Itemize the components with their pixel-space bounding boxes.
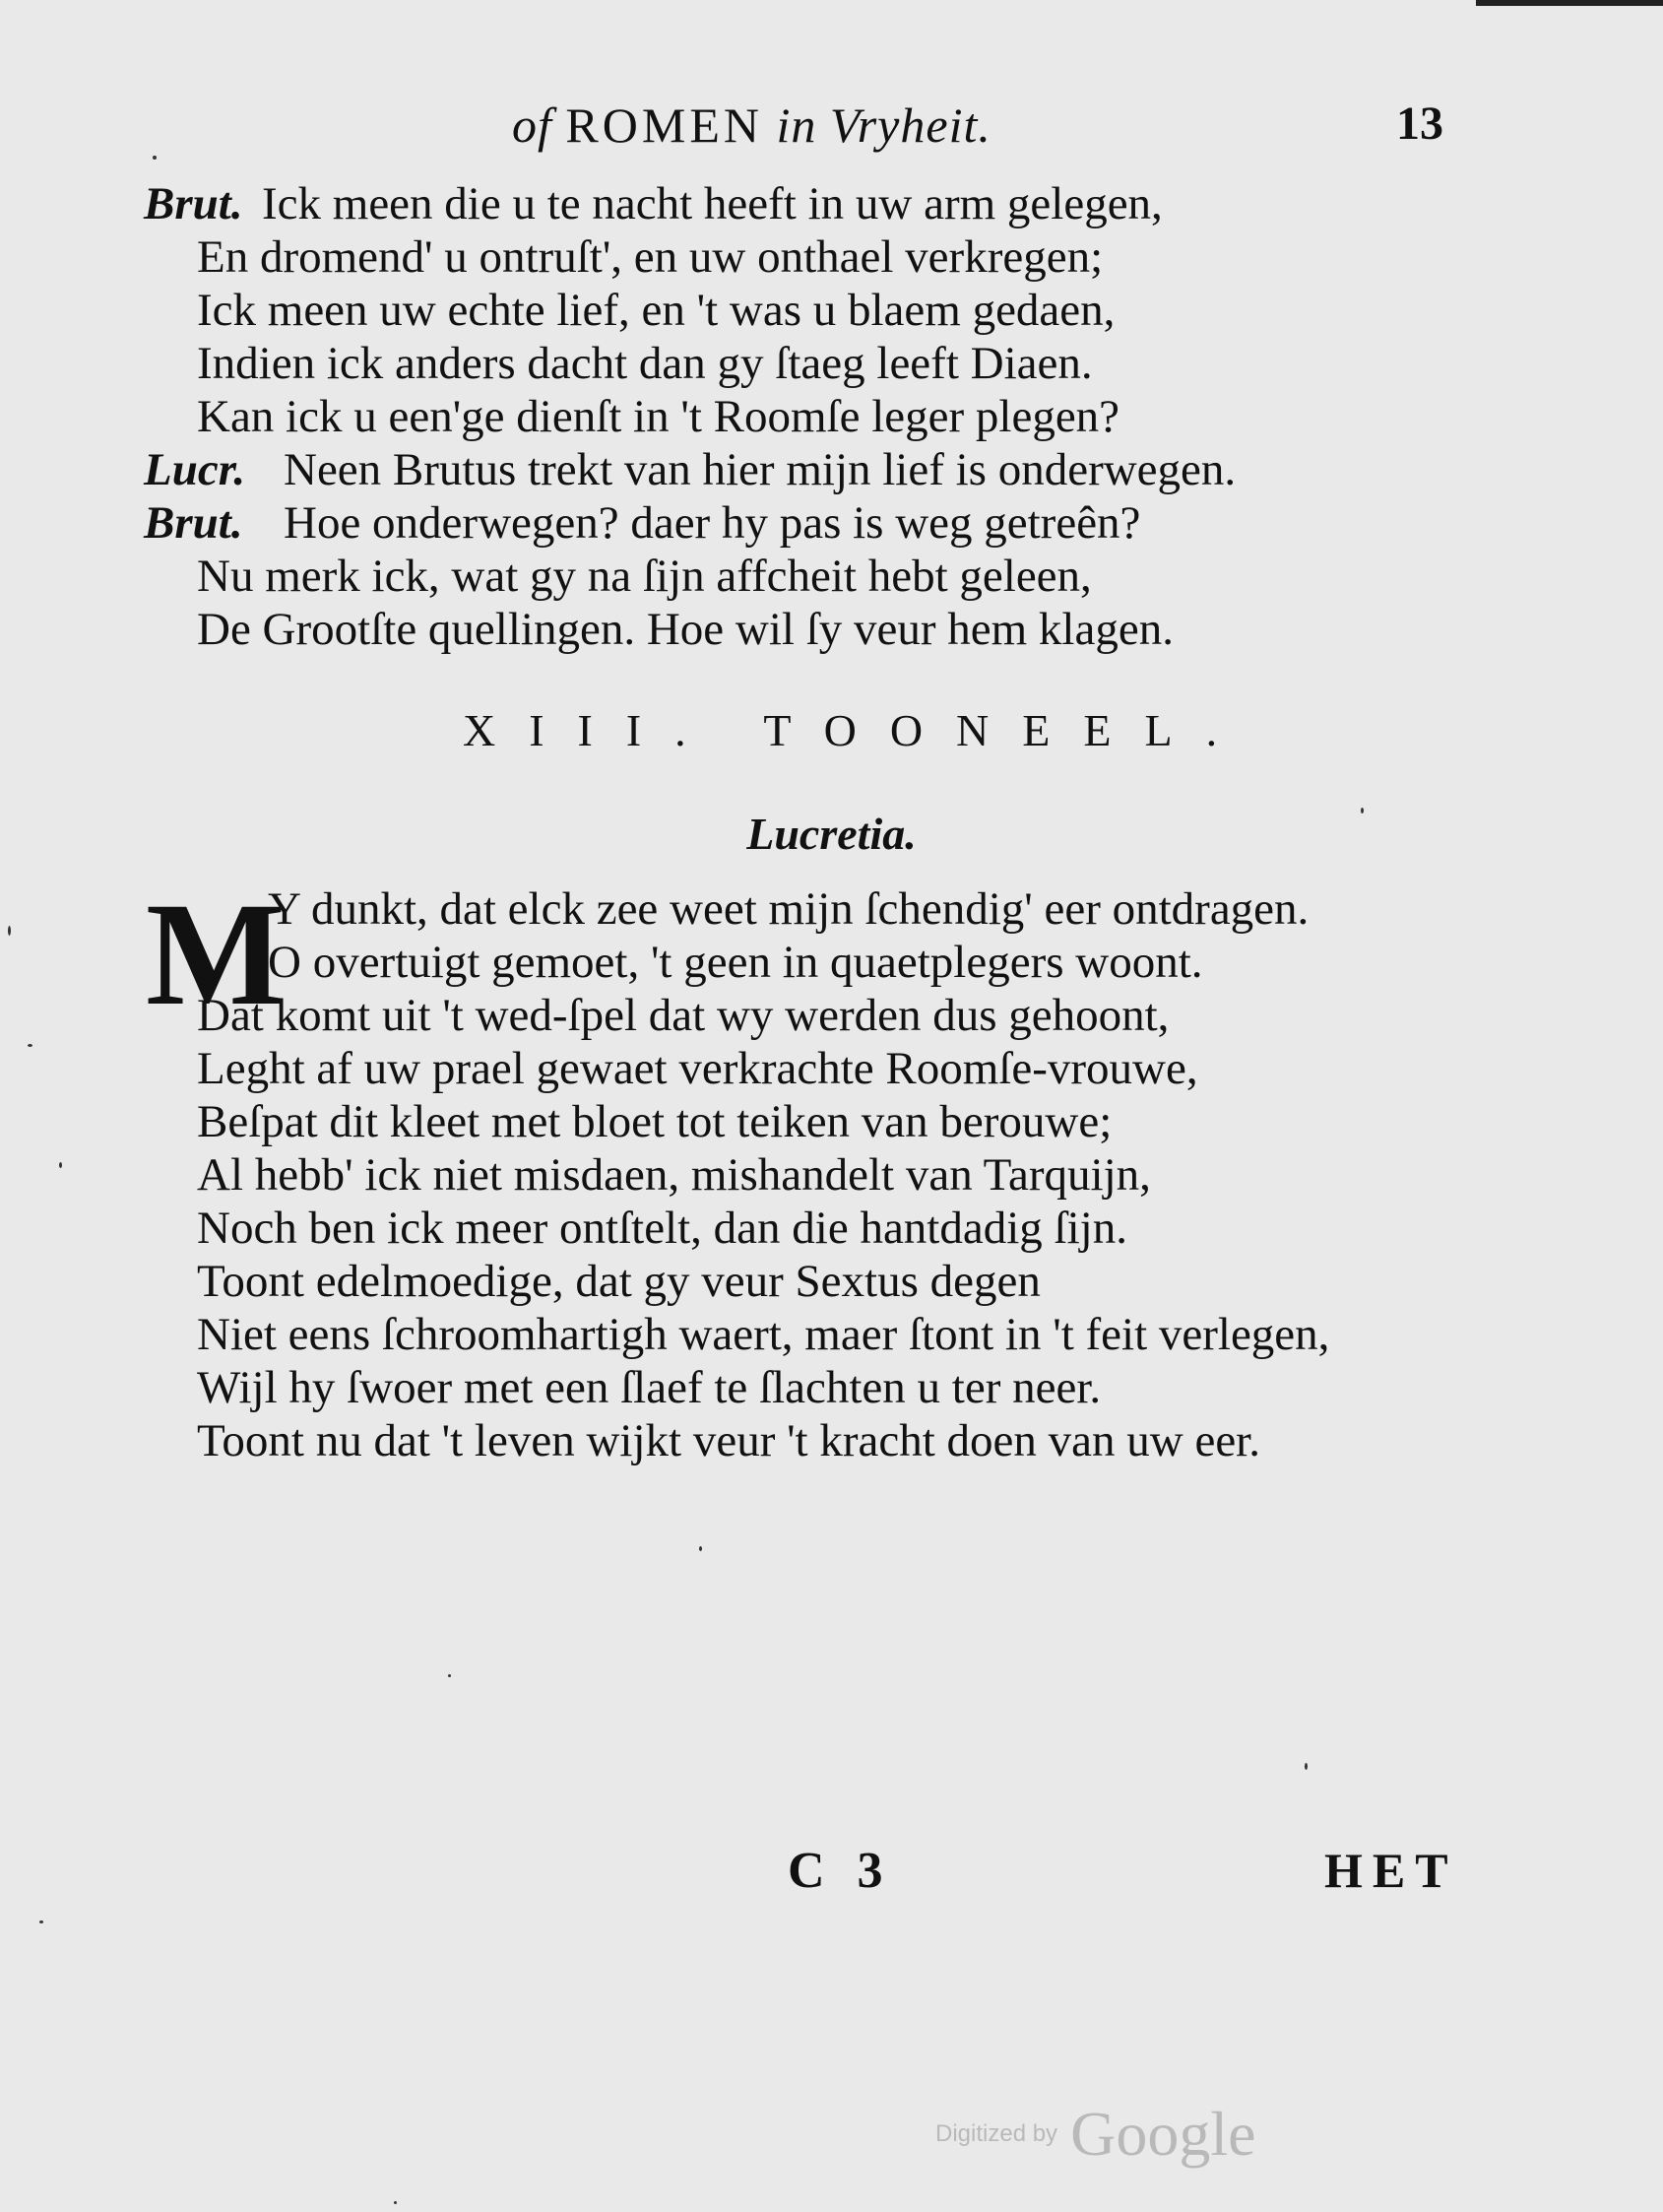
verse-line [0,284,1663,339]
verse-line [0,603,1663,658]
verse-line [0,989,1663,1044]
scene-title: XIII. TOONEEL. [463,705,1251,755]
running-prefix: of [512,98,552,153]
running-vryheit: Vryheit. [829,98,991,153]
top-edge-shadow [1476,0,1663,6]
drop-cap: M [146,873,286,1036]
verse-line [0,177,1663,232]
verse-line [0,1308,1663,1363]
scan-speck [1305,1763,1308,1770]
verse-text: Niet eens ſchroomhartigh waert, maer ſtont in 't feit verlegen, [197,1309,1330,1360]
verse-line [0,1042,1663,1097]
verse-text: Noch ben ick meer ontſtelt, dan die hantdadig ſijn. [197,1203,1127,1254]
scan-speck [394,2201,397,2204]
signature-mark: C 3 [788,1843,893,1899]
scan-speck [8,926,11,936]
verse-text: Toont nu dat 't leven wijkt veur 't kracht doen van uw eer. [197,1415,1260,1466]
speaker-label: Lucr. [144,444,246,495]
digitized-watermark [935,2098,1256,2171]
verse-line [0,1148,1663,1204]
verse-text: De Grootſte quellingen. Hoe wil ſy veur hem klagen. [197,604,1174,655]
scene-character: Lucretia. [746,809,917,859]
verse-text: Indien ick anders dacht dan gy ſtaeg leeft Diaen. [197,338,1093,389]
verse-text: En dromend' u ontruſt', en uw onthael verkregen; [197,231,1104,283]
verse-line [0,443,1663,498]
verse-text: Y dunkt, dat elck zee weet mijn ſchendig' eer ontdragen. [268,883,1310,935]
verse-text: Hoe onderwegen? daer hy pas is weg getreên? [284,497,1141,549]
verse-line [0,1202,1663,1257]
verse-text: Ick meen die u te nacht heeft in uw arm gelegen, [262,178,1163,229]
verse-line [0,230,1663,286]
verse-line [0,1095,1663,1150]
verse-text: Neen Brutus trekt van hier mijn lief is onderwegen. [284,444,1237,495]
verse-line [0,496,1663,552]
running-title [512,97,991,154]
scan-speck [59,1162,62,1168]
scan-speck [28,1044,32,1047]
speaker-label: Brut. [144,178,243,229]
verse-text: Beſpat dit kleet met bloet tot teiken van berouwe; [197,1096,1113,1147]
verse-line [0,1414,1663,1469]
scan-speck [153,156,157,160]
verse-text: Kan ick u een'ge dienſt in 't Roomſe leger plegen? [197,391,1120,442]
verse-line [0,882,1663,938]
verse-text: Dat komt uit 't wed-ſpel dat wy werden dus gehoont, [197,990,1170,1041]
verse-line [0,550,1663,605]
verse-text: Leght af uw prael gewaet verkrachte Roomſe-vrouwe, [197,1043,1198,1094]
page-number: 13 [1396,98,1443,150]
verse-text: Al hebb' ick niet misdaen, mishandelt van Tarquijn, [197,1149,1151,1201]
speaker-label: Brut. [144,497,243,549]
verse-text: Nu merk ick, wat gy na ſijn affcheit hebt geleen, [197,551,1092,602]
verse-text: Toont edelmoedige, dat gy veur Sextus degen [197,1256,1041,1307]
scan-speck [1361,808,1364,813]
verse-text: Ick meen uw echte lief, en 't was u blaem gedaen, [197,285,1116,336]
running-in: in [776,98,817,153]
verse-line [0,936,1663,991]
watermark-prefix: Digitized by [935,2120,1058,2147]
verse-text: O overtuigt gemoet, 't geen in quaetplegers woont. [268,937,1203,988]
verse-line [0,1361,1663,1416]
verse-line [0,390,1663,445]
watermark-brand: Google [1070,2099,1256,2169]
scan-speck [448,1674,451,1677]
verse-line [0,1255,1663,1310]
verse-text: Wijl hy ſwoer met een ſlaef te ſlachten u ter neer. [197,1362,1102,1413]
scan-speck [39,1920,43,1923]
scan-speck [699,1546,702,1551]
catchword: HET [1324,1843,1458,1898]
running-head [0,97,1663,156]
running-title-main: ROMEN [565,98,763,153]
verse-line [0,337,1663,392]
